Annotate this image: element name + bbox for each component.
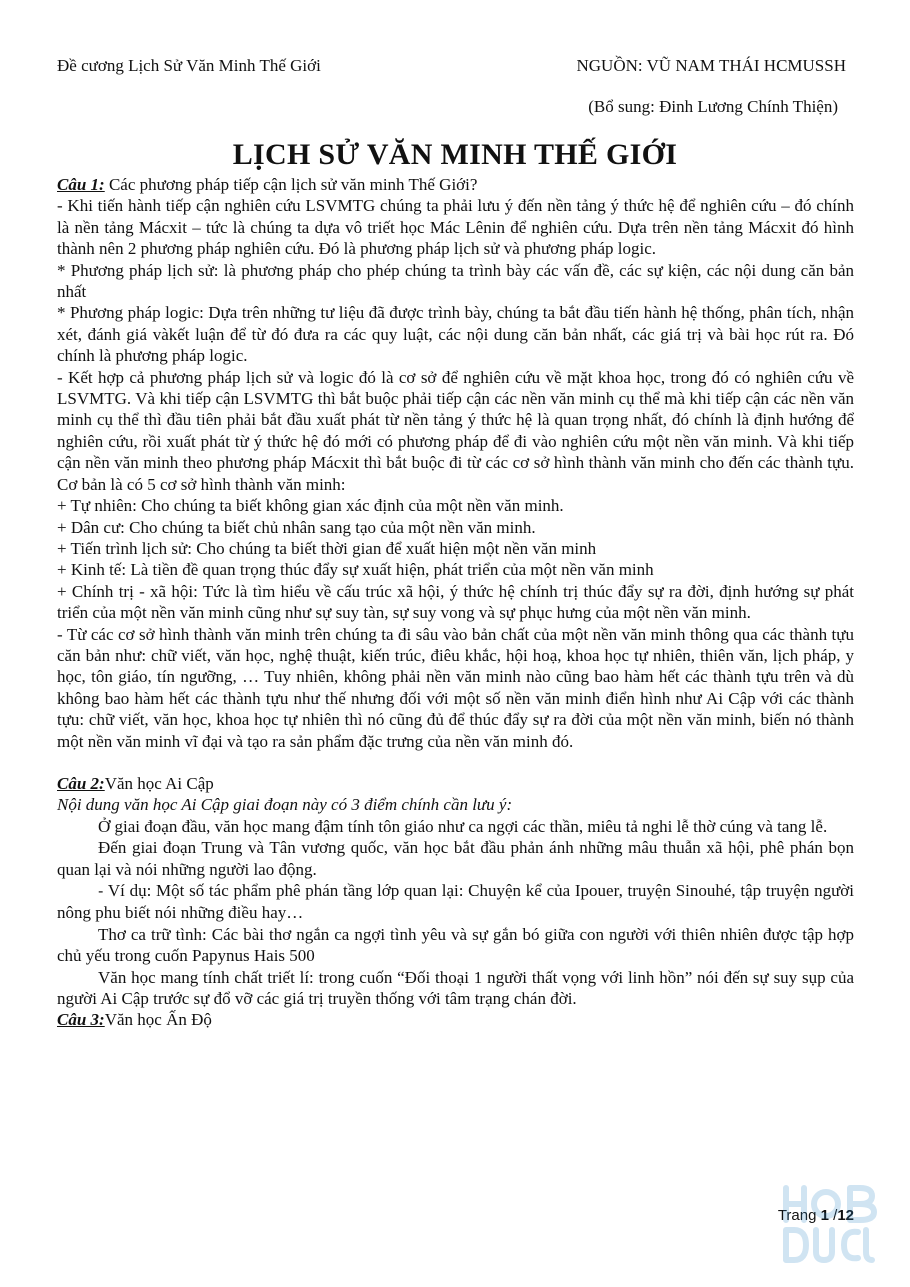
- q3-heading: [57, 1009, 854, 1030]
- q3-text: Văn học Ấn Độ: [104, 1010, 212, 1030]
- header-right: NGUỒN: VŨ NAM THÁI HCMUSSH: [576, 56, 846, 75]
- q2-paragraph: Thơ ca trữ tình: Các bài thơ ngắn ca ngợi tình yêu và sự gắn bó giữa con người với thiên nhiên được tập hợp chủ yếu trong cuốn Papynus Hais 500: [57, 924, 854, 966]
- q1-paragraph: * Phương pháp logic: Dựa trên những tư liệu đã được trình bày, chúng ta bắt đầu tiến hành hệ thống, phân tích, nhận xét, đánh giá vàkết luận để từ đó đưa ra các quy luật, các nội dung căn bản nhất, các giá trị và bài học rút ra. Đó chính là phương pháp logic.: [57, 303, 854, 366]
- q1-paragraph: - Khi tiến hành tiếp cận nghiên cứu LSVMTG chúng ta phải lưu ý đến nền tảng ý thức hệ để nghiên cứu – đó chính là nền tảng Mácxit – tức là chúng ta dựa vô triết học Mác Lênin để nghiên cứu. Dựa trên nền tảng Mácxit đó hình thành nên 2 phương pháp nghiên cứu. Đó là phương pháp lịch sử và phương pháp logic.: [57, 196, 854, 259]
- q2-paragraph: Văn học mang tính chất triết lí: trong cuốn “Đối thoại 1 người thất vọng với linh hồn” nói đến sự suy sụp của người Ai Cập trước sự đổ vỡ các giá trị truyền thống với tâm trạng chán đời.: [57, 967, 854, 1009]
- section-gap: [57, 752, 854, 773]
- q1-paragraph: + Tiến trình lịch sử: Cho chúng ta biết thời gian để xuất hiện một nền văn minh: [57, 538, 597, 558]
- page-separator: /: [828, 1207, 838, 1224]
- page-title: LỊCH SỬ VĂN MINH THẾ GIỚI: [232, 138, 678, 171]
- header-sub: (Bổ sung: Đinh Lương Chính Thiện): [588, 97, 838, 116]
- q2-label: Câu 2:: [57, 773, 105, 793]
- q1-paragraph: - Kết hợp cả phương pháp lịch sử và logic đó là cơ sở để nghiên cứu về mặt khoa học, trong đó có nghiên cứu về LSVMTG. Và khi tiếp cận LSVMTG thì bắt buộc phải tiếp cận các nền văn minh cụ thể mà khi tiếp cận các nền văn minh cụ thể thì đầu tiên phải bắt đầu xuất phát từ nền tảng ý thức hệ là quan trọng nhất, đó chính là định hướng để nghiên cứu, rồi xuất phát từ ý thức hệ đó mới có phương pháp để đi vào nghiên cứu một nền văn minh. Và khi tiếp cận nền văn minh theo phương pháp Mácxit thì bắt buộc đi từ các cơ sở hình thành văn minh cho đến các thành tựu. Cơ bản là có 5 cơ sở hình thành văn minh:: [57, 367, 854, 494]
- page-prefix: Trang: [777, 1207, 821, 1224]
- document-body: [57, 174, 854, 1031]
- q1-heading: [57, 174, 854, 195]
- q3-label: Câu 3:: [57, 1010, 105, 1030]
- q2-intro: Nội dung văn học Ai Cập giai đoạn này có 3 điểm chính cần lưu ý:: [57, 795, 513, 815]
- q2-example-dash: -: [98, 882, 104, 900]
- q2-example-text: Ví dụ: Một số tác phẩm phê phán tầng lớp quan lại: Chuyện kể của Ipouer, truyện Sinouhé, tập truyện người nông phu biết nói những điều hay…: [57, 881, 854, 923]
- q1-paragraph: + Chính trị - xã hội: Tức là tìm hiểu về cấu trúc xã hội, ý thức hệ chính trị thúc đẩy sự ra đời, định hướng sự phát triển của một nền văn minh cũng như sự suy tàn, sự suy vong và sự phục hưng của một nền văn minh.: [57, 581, 854, 623]
- q1-text: Các phương pháp tiếp cận lịch sử văn minh Thế Giới?: [104, 175, 478, 194]
- q2-paragraph: Đến giai đoạn Trung và Tân vương quốc, văn học bắt đầu phản ánh những mâu thuẫn xã hội, phê phán bọn quan lại và nói những người lao động.: [57, 838, 854, 879]
- page-total: 12: [837, 1207, 854, 1224]
- q1-paragraph: + Kinh tế: Là tiền đề quan trọng thúc đẩy sự xuất hiện, phát triển của một nền văn minh: [57, 560, 654, 580]
- q2-example: [57, 880, 854, 924]
- header-left: Đề cương Lịch Sử Văn Minh Thế Giới: [57, 56, 321, 75]
- q2-text: Văn học Ai Cập: [104, 773, 214, 793]
- q2-heading: [57, 773, 854, 794]
- q2-paragraph: Ở giai đoạn đầu, văn học mang đậm tính tôn giáo như ca ngợi các thần, miêu tả nghi lễ thờ cúng và tang lễ.: [98, 816, 828, 836]
- q1-paragraph: + Dân cư: Cho chúng ta biết chủ nhân sang tạo của một nền văn minh.: [57, 517, 536, 537]
- page-current: 1: [820, 1207, 829, 1224]
- q1-paragraph: * Phương pháp lịch sử: là phương pháp cho phép chúng ta trình bày các vấn đề, các sự kiện, các nội dung căn bản nhất: [57, 260, 854, 302]
- q1-label: Câu 1:: [57, 175, 105, 194]
- q1-paragraph: + Tự nhiên: Cho chúng ta biết không gian xác định của một nền văn minh.: [57, 496, 564, 516]
- q1-paragraph: - Từ các cơ sở hình thành văn minh trên chúng ta đi sâu vào bản chất của một nền văn minh thông qua các thành tựu căn bản như: chữ viết, văn học, nghệ thuật, kiến trúc, điêu khắc, hội hoạ, khoa học tự nhiên, thiên văn, lịch pháp, y học, tôn giáo, tín ngưỡng, … Tuy nhiên, không phải nền văn minh nào cũng bao hàm hết các thành tựu trên và dù không bao hàm hết các thành tựu như thế nhưng đối với một số nền văn minh điển hình như Ai Cập với các thành tựu: chữ viết, văn học, khoa học tự nhiên thì nó cũng đủ để thúc đẩy sự ra đời của một nền văn minh, biến nó thành một nền văn minh vĩ đại và tạo ra sản phẩm đặc trưng của nền văn minh đó.: [57, 624, 854, 751]
- watermark-logo: [778, 1180, 880, 1266]
